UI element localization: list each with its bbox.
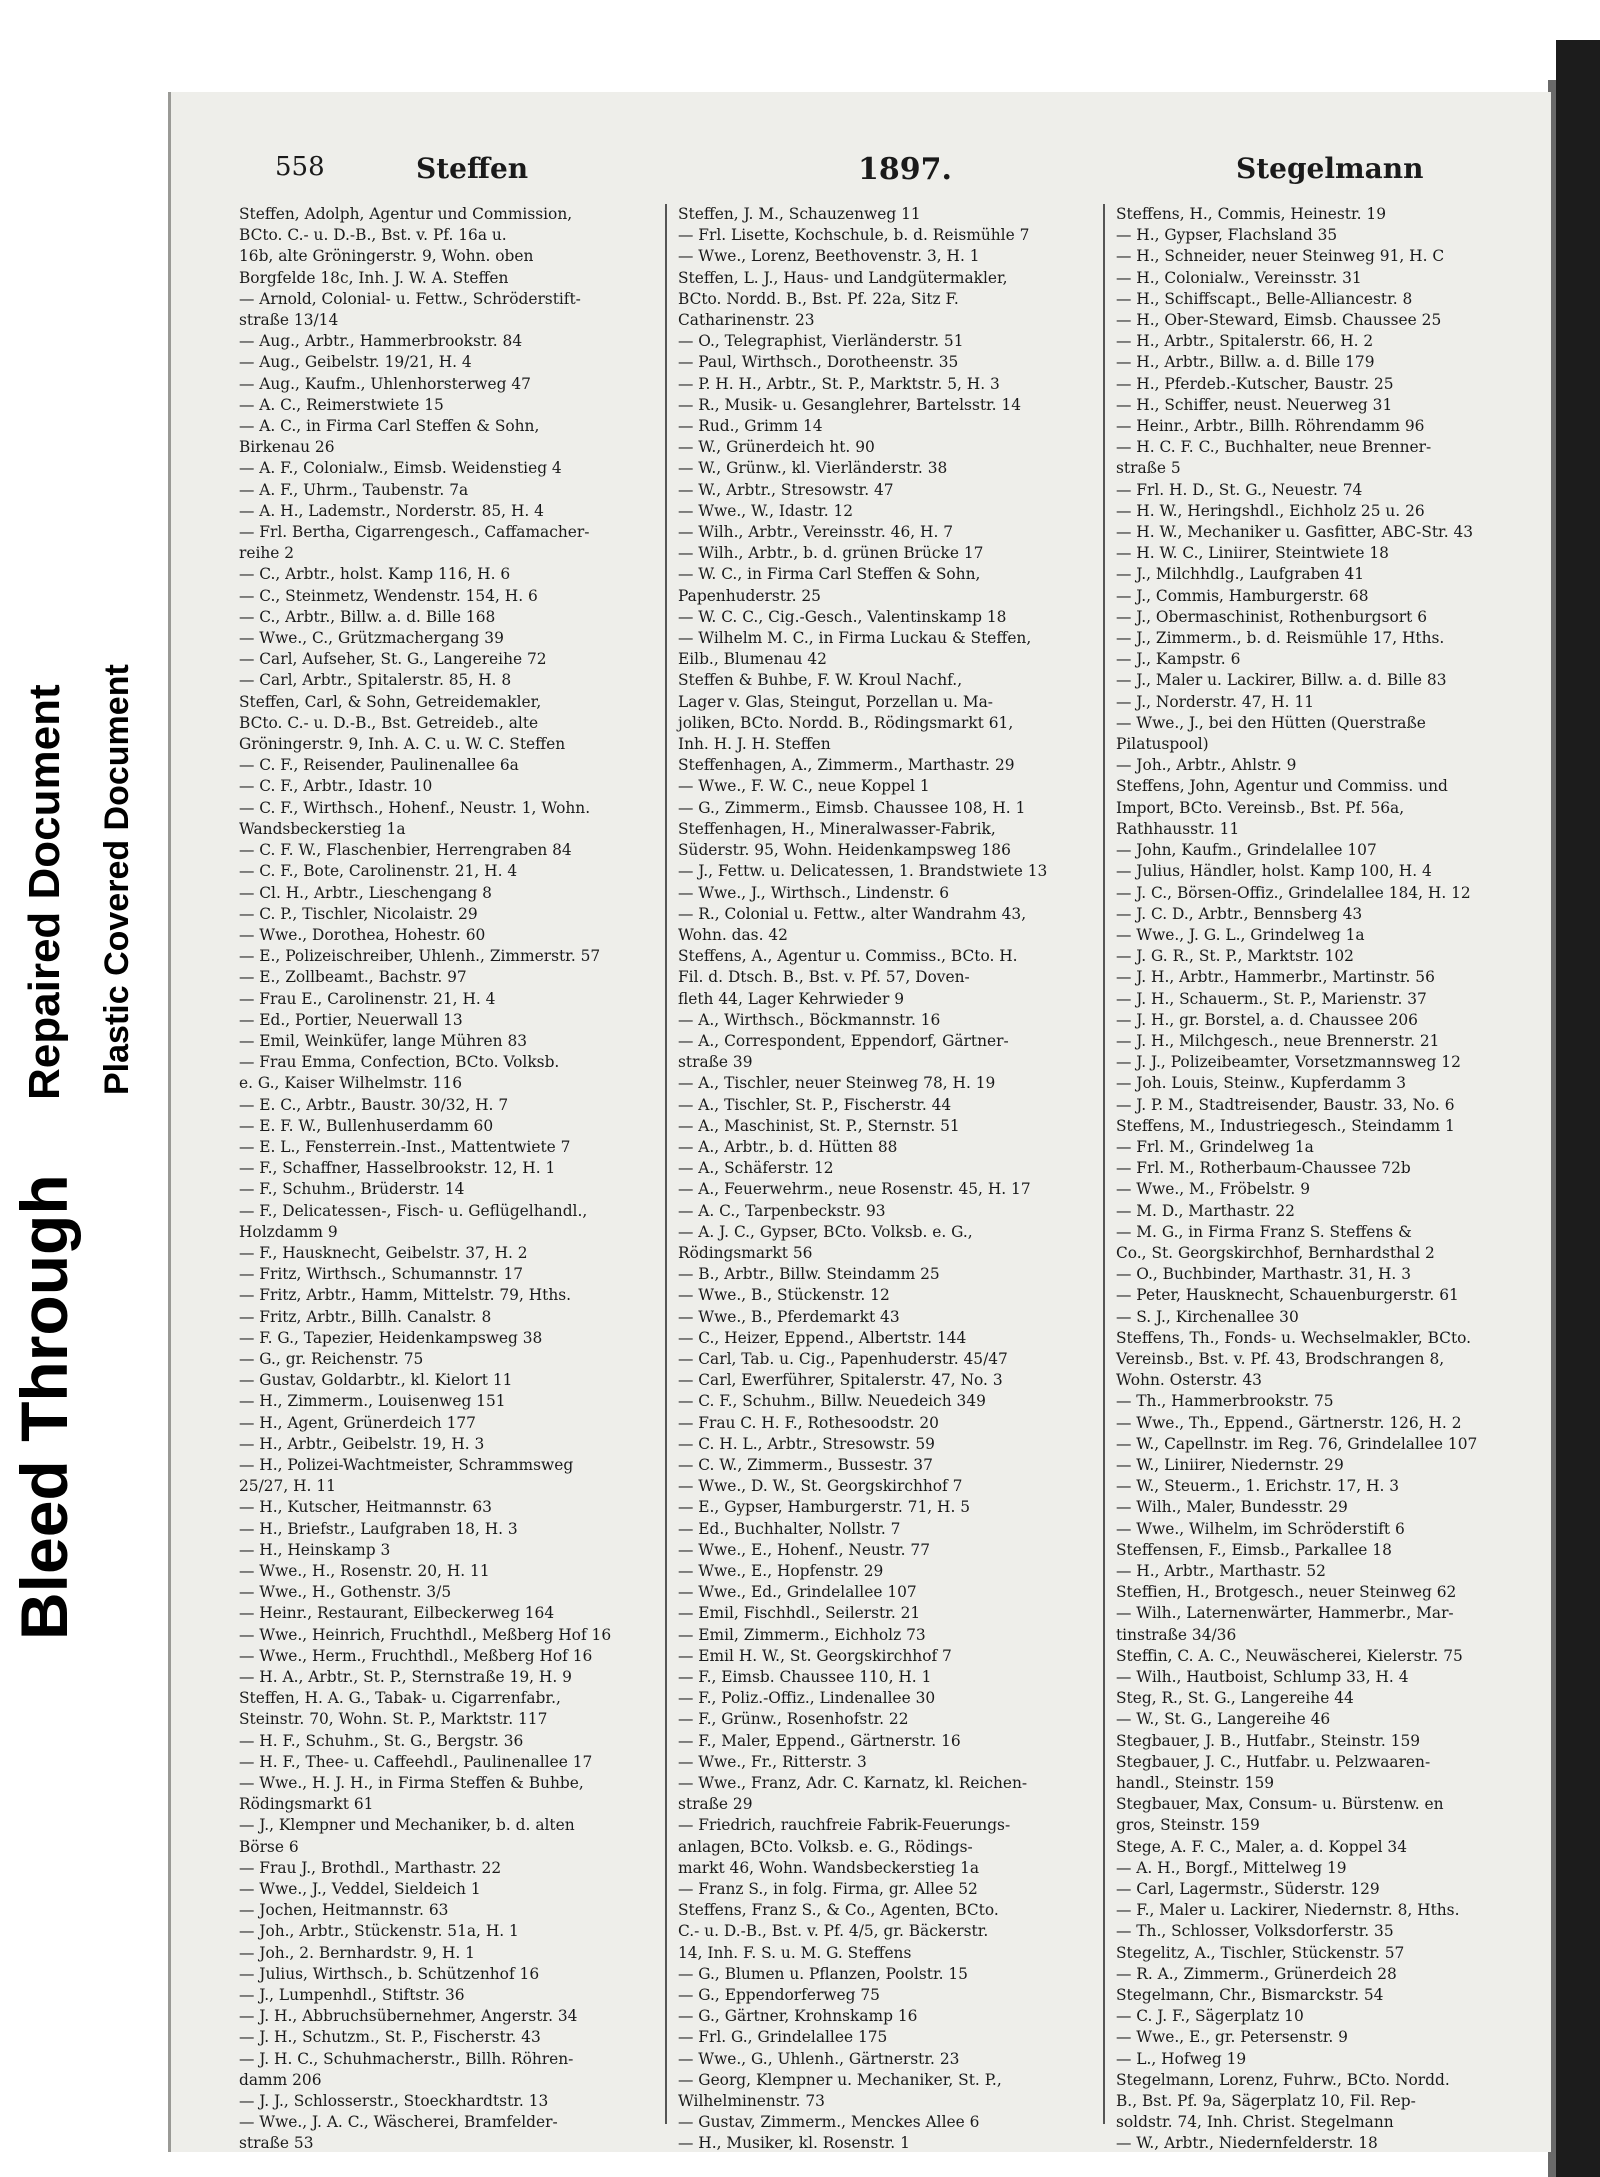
directory-entry: — Wilh., Arbtr., Vereinsstr. 46, H. 7 [678, 523, 954, 542]
directory-entry: — W., Liniirer, Niedernstr. 29 [1116, 1455, 1344, 1474]
directory-entry: Steffin, C. A. C., Neuwäscherei, Kielerstr. 75 [1116, 1646, 1463, 1665]
directory-entry: Steffens, A., Agentur u. Commiss., BCto. H. [678, 947, 1018, 966]
directory-entry: — H., Gypser, Flachsland 35 [1116, 226, 1338, 245]
directory-entry: — J., Milchhdlg., Laufgraben 41 [1116, 565, 1365, 584]
directory-entry: — E. F. W., Bullenhuserdamm 60 [239, 1116, 494, 1135]
directory-entry: — Wwe., E., gr. Petersenstr. 9 [1116, 2028, 1348, 2047]
directory-entry: handl., Steinstr. 159 [1116, 1774, 1275, 1793]
directory-entry: — H. F., Thee- u. Caffeehdl., Paulinenallee 17 [239, 1752, 593, 1771]
directory-entry: Birkenau 26 [239, 438, 335, 457]
directory-entry: — O., Telegraphist, Vierländerstr. 51 [678, 332, 964, 351]
directory-entry: — J. P. M., Stadtreisender, Baustr. 33, No. 6 [1116, 1095, 1455, 1114]
directory-entry: — Wwe., G., Uhlenh., Gärtnerstr. 23 [678, 2049, 960, 2068]
directory-entry: — Wwe., H. J. H., in Firma Steffen & Buhbe, [239, 1774, 584, 1793]
directory-entry: — M. D., Marthastr. 22 [1116, 1201, 1295, 1220]
directory-entry: Steffen, L. J., Haus- und Landgütermakler, [678, 268, 1008, 287]
directory-entry: — Joh., 2. Bernhardstr. 9, H. 1 [239, 1943, 475, 1962]
directory-entry: — Wwe., Franz, Adr. C. Karnatz, kl. Reichen- [678, 1774, 1028, 1793]
directory-entry: — J. H. C., Schuhmacherstr., Billh. Röhren- [239, 2049, 574, 2068]
directory-entry: — Frl. G., Grindelallee 175 [678, 2028, 888, 2047]
directory-entry: — Emil H. W., St. Georgskirchhof 7 [678, 1646, 952, 1665]
directory-entry: — J. H., Milchgesch., neue Brennerstr. 21 [1116, 1031, 1440, 1050]
directory-entry: Wohn. Osterstr. 43 [1116, 1371, 1262, 1390]
directory-entry: — J., Maler u. Lackirer, Billw. a. d. Bille 83 [1116, 671, 1447, 690]
directory-entry: — C. H. L., Arbtr., Stresowstr. 59 [678, 1434, 935, 1453]
directory-entry: — F., Grünw., Rosenhofstr. 22 [678, 1710, 909, 1729]
directory-entry: — W., Arbtr., Stresowstr. 47 [678, 480, 894, 499]
directory-entry: Wilhelminenstr. 73 [678, 2092, 825, 2111]
directory-entry: Stegelmann, Chr., Bismarckstr. 54 [1116, 1986, 1384, 2005]
directory-entry: straße 5 [1116, 459, 1181, 478]
directory-entry: — Wwe., H., Rosenstr. 20, H. 11 [239, 1562, 490, 1580]
directory-entry: — Jochen, Heitmannstr. 63 [239, 1901, 449, 1920]
directory-entry: straße 29 [678, 1795, 753, 1814]
left-column [239, 204, 651, 2153]
directory-entry: Stegbauer, J. B., Hutfabr., Steinstr. 159 [1116, 1731, 1421, 1750]
directory-entry: — Wilh., Laternenwärter, Hammerbr., Mar- [1116, 1604, 1454, 1623]
directory-entry: — Aug., Geibelstr. 19/21, H. 4 [239, 353, 472, 372]
directory-entry: — E. C., Arbtr., Baustr. 30/32, H. 7 [239, 1095, 509, 1114]
directory-entry: straße 53 [239, 2134, 314, 2153]
directory-entry: — W., Steuerm., 1. Erichstr. 17, H. 3 [1116, 1477, 1400, 1496]
directory-entry: — Wwe., W., Idastr. 12 [678, 501, 854, 520]
directory-entry: Börse 6 [239, 1837, 299, 1856]
directory-entry: — A. J. C., Gypser, BCto. Volksb. e. G., [678, 1222, 973, 1241]
directory-entry: — F., Eimsb. Chaussee 110, H. 1 [678, 1668, 932, 1687]
directory-entry: — C. F., Bote, Carolinenstr. 21, H. 4 [239, 862, 518, 881]
directory-entry: — J., Fettw. u. Delicatessen, 1. Brandstwiete 13 [678, 862, 1048, 881]
directory-entry: Vereinsb., Bst. v. Pf. 43, Brodschrangen 8, [1116, 1349, 1445, 1368]
directory-entry: — H., Zimmerm., Louisenweg 151 [239, 1392, 506, 1411]
directory-entry: — H., Arbtr., Marthastr. 52 [1116, 1562, 1326, 1580]
directory-entry: — A. C., in Firma Carl Steffen & Sohn, [239, 417, 540, 436]
directory-entry: — A., Feuerwehrm., neue Rosenstr. 45, H. 17 [678, 1180, 1031, 1199]
directory-entry: — Carl, Lagermstr., Süderstr. 129 [1116, 1880, 1380, 1899]
directory-entry: — C. W., Zimmerm., Bussestr. 37 [678, 1455, 933, 1474]
directory-entry: — Heinr., Restaurant, Eilbeckerweg 164 [239, 1604, 555, 1623]
directory-entry: — H., Schiffscapt., Belle-Alliancestr. 8 [1116, 289, 1413, 308]
directory-entry: — E., Gypser, Hamburgerstr. 71, H. 5 [678, 1498, 971, 1517]
directory-entry: Stegbauer, J. C., Hutfabr. u. Pelzwaaren- [1116, 1752, 1431, 1771]
left-guide-word: Steffen [416, 152, 529, 185]
directory-entry: — Aug., Arbtr., Hammerbrookstr. 84 [239, 332, 523, 351]
directory-entry: — A. H., Lademstr., Norderstr. 85, H. 4 [239, 501, 544, 520]
directory-entry: Steffien, H., Brotgesch., neuer Steinweg 62 [1116, 1583, 1457, 1602]
directory-entry: — B., Arbtr., Billw. Steindamm 25 [678, 1265, 940, 1284]
directory-entry: — Wwe., J. A. C., Wäscherei, Bramfelder- [239, 2113, 558, 2132]
directory-entry: Borgfelde 18c, Inh. J. W. A. Steffen [239, 268, 509, 287]
directory-entry: — Wilh., Maler, Bundesstr. 29 [1116, 1498, 1348, 1517]
directory-entry: Eilb., Blumenau 42 [678, 650, 827, 669]
directory-entry: — Wwe., E., Hohenf., Neustr. 77 [678, 1540, 931, 1559]
directory-entry: — J., Kampstr. 6 [1116, 650, 1241, 669]
directory-entry: — Frau C. H. F., Rothesoodstr. 20 [678, 1413, 939, 1432]
directory-entry: — H., Heinskamp 3 [239, 1540, 391, 1559]
directory-entry: — Ed., Portier, Neuerwall 13 [239, 1010, 463, 1029]
directory-entry: Stegbauer, Max, Consum- u. Bürstenw. en [1116, 1795, 1444, 1814]
directory-entry: Papenhuderstr. 25 [678, 586, 821, 605]
page-header [171, 152, 1551, 192]
directory-entry: — J. J., Polizeibeamter, Vorsetzmannsweg 12 [1116, 1053, 1461, 1072]
directory-entry: — A. C., Tarpenbeckstr. 93 [678, 1201, 886, 1220]
directory-entry: — Frau E., Carolinenstr. 21, H. 4 [239, 989, 496, 1008]
directory-entry: — H., Briefstr., Laufgraben 18, H. 3 [239, 1519, 518, 1538]
directory-entry: Steffenhagen, A., Zimmerm., Marthastr. 29 [678, 756, 1015, 775]
directory-entry: — E. L., Fensterrein.-Inst., Mattentwiete 7 [239, 1137, 571, 1156]
directory-entry: — Frl. Lisette, Kochschule, b. d. Reismühle 7 [678, 226, 1030, 245]
directory-entry: — Cl. H., Arbtr., Lieschengang 8 [239, 883, 492, 902]
directory-entry: — A., Arbtr., b. d. Hütten 88 [678, 1137, 898, 1156]
directory-entry: Steinstr. 70, Wohn. St. P., Marktstr. 117 [239, 1710, 548, 1729]
directory-entry: — F., Schuhm., Brüderstr. 14 [239, 1180, 465, 1199]
scan-dark-edge [1556, 40, 1600, 2177]
directory-entry: — R. A., Zimmerm., Grünerdeich 28 [1116, 1964, 1397, 1983]
directory-entry: Stege, A. F. C., Maler, a. d. Koppel 34 [1116, 1837, 1408, 1856]
directory-entry: — S. J., Kirchenallee 30 [1116, 1307, 1299, 1326]
directory-entry: Steffens, Franz S., & Co., Agenten, BCto. [678, 1901, 999, 1920]
directory-entry: Fil. d. Dtsch. B., Bst. v. Pf. 57, Doven- [678, 968, 970, 987]
directory-entry: — Fritz, Arbtr., Billh. Canalstr. 8 [239, 1307, 492, 1326]
directory-entry: straße 13/14 [239, 311, 339, 330]
directory-entry: — A., Correspondent, Eppendorf, Gärtner- [678, 1031, 1009, 1050]
directory-entry: — Wwe., B., Stückenstr. 12 [678, 1286, 890, 1305]
directory-entry: — J. J., Schlosserstr., Stoeckhardtstr. 13 [239, 2092, 549, 2111]
directory-entry: — W. C. C., Cig.-Gesch., Valentinskamp 18 [678, 607, 1007, 626]
directory-entry: — H., Ober-Steward, Eimsb. Chaussee 25 [1116, 311, 1442, 330]
overlay-labels [0, 0, 160, 2177]
directory-entry: Steffens, John, Agentur und Commiss. und [1116, 777, 1448, 796]
directory-entry: — Fritz, Arbtr., Hamm, Mittelstr. 79, Hths. [239, 1286, 572, 1305]
directory-entry: — C., Arbtr., Billw. a. d. Bille 168 [239, 607, 496, 626]
directory-entry: — Wwe., Heinrich, Fruchthdl., Meßberg Hof 16 [239, 1625, 612, 1644]
directory-entry: — F., Delicatessen-, Fisch- u. Geflügelhandl., [239, 1201, 588, 1220]
directory-entry: Steffens, M., Industriegesch., Steindamm 1 [1116, 1116, 1455, 1135]
directory-entry: — C., Steinmetz, Wendenstr. 154, H. 6 [239, 586, 538, 605]
directory-entry: — A., Maschinist, St. P., Sternstr. 51 [678, 1116, 960, 1135]
directory-entry: Steffens, H., Commis, Heinestr. 19 [1116, 205, 1386, 223]
directory-entry: — J. H., Abbruchsübernehmer, Angerstr. 34 [239, 2007, 578, 2026]
directory-entry: — J., Norderstr. 47, H. 11 [1116, 692, 1315, 711]
directory-entry: — A. H., Borgf., Mittelweg 19 [1116, 1858, 1347, 1877]
directory-entry: — W., St. G., Langereihe 46 [1116, 1710, 1331, 1729]
directory-entry: 25/27, H. 11 [239, 1477, 336, 1496]
directory-entry: e. G., Kaiser Wilhelmstr. 116 [239, 1074, 463, 1093]
directory-entry: — O., Buchbinder, Marthastr. 31, H. 3 [1116, 1265, 1411, 1284]
directory-entry: — Emil, Zimmerm., Eichholz 73 [678, 1625, 926, 1644]
directory-entry: Lager v. Glas, Steingut, Porzellan u. Ma- [678, 692, 993, 711]
directory-entry: — A. C., Reimerstwiete 15 [239, 395, 444, 414]
directory-entry: — J. C. D., Arbtr., Bennsberg 43 [1116, 904, 1363, 923]
directory-entry: — H., Agent, Grünerdeich 177 [239, 1413, 476, 1432]
directory-entry: — Wwe., B., Pferdemarkt 43 [678, 1307, 900, 1326]
directory-entry: B., Bst. Pf. 9a, Sägerplatz 10, Fil. Rep- [1116, 2092, 1416, 2111]
bleed-through-label: Bleed Through [7, 1174, 81, 1640]
directory-entry: — H. F., Schuhm., St. G., Bergstr. 36 [239, 1731, 524, 1750]
directory-entry: — C. P., Tischler, Nicolaistr. 29 [239, 904, 478, 923]
directory-entry: — H., Polizei-Wachtmeister, Schrammsweg [239, 1455, 574, 1474]
directory-entry: Wohn. das. 42 [678, 925, 788, 944]
directory-entry: — H. C. F. C., Buchhalter, neue Brenner- [1116, 438, 1432, 457]
directory-entry: Steffen, Carl, & Sohn, Getreidemakler, [239, 692, 542, 711]
directory-entry: — Wwe., Lorenz, Beethovenstr. 3, H. 1 [678, 247, 980, 266]
directory-entry: — Gustav, Goldarbtr., kl. Kielort 11 [239, 1371, 513, 1390]
directory-entry: — H., Colonialw., Vereinsstr. 31 [1116, 268, 1362, 287]
directory-entry: — H. W. C., Liniirer, Steintwiete 18 [1116, 544, 1389, 563]
directory-entry: — C. F., Reisender, Paulinenallee 6a [239, 756, 519, 775]
directory-entry: — W., Arbtr., Niedernfelderstr. 18 [1116, 2134, 1378, 2153]
directory-entry: — Wilh., Hautboist, Schlump 33, H. 4 [1116, 1668, 1409, 1687]
plastic-covered-label: Plastic Covered Document [98, 664, 136, 1095]
directory-entry: — E., Polizeischreiber, Uhlenh., Zimmerstr. 57 [239, 947, 601, 966]
directory-entry: — F. G., Tapezier, Heidenkampsweg 38 [239, 1328, 543, 1347]
directory-entry: — H., Arbtr., Spitalerstr. 66, H. 2 [1116, 332, 1374, 351]
directory-entry: — J. H., Schutzm., St. P., Fischerstr. 43 [239, 2028, 541, 2047]
directory-entry: — R., Colonial u. Fettw., alter Wandrahm 43, [678, 904, 1027, 923]
directory-entry: — Wwe., Th., Eppend., Gärtnerstr. 126, H. 2 [1116, 1413, 1462, 1432]
directory-entry: Süderstr. 95, Wohn. Heidenkampsweg 186 [678, 841, 1011, 860]
directory-entry: — Carl, Aufseher, St. G., Langereihe 72 [239, 650, 547, 669]
directory-entry: Stegelmann, Lorenz, Fuhrw., BCto. Nordd. [1116, 2070, 1450, 2089]
directory-entry: Steffenhagen, H., Mineralwasser-Fabrik, [678, 819, 996, 838]
directory-entry: — J. H., Schauerm., St. P., Marienstr. 37 [1116, 989, 1427, 1008]
directory-entry: — F., Maler u. Lackirer, Niedernstr. 8, Hths. [1116, 1901, 1460, 1920]
directory-entry: — Joh. Louis, Steinw., Kupferdamm 3 [1116, 1074, 1407, 1093]
directory-entry: — H., Schneider, neuer Steinweg 91, H. C [1116, 247, 1445, 266]
directory-entry: 16b, alte Gröningerstr. 9, Wohn. oben [239, 247, 534, 266]
directory-entry: Rathhausstr. 11 [1116, 819, 1240, 838]
directory-entry: — Peter, Hausknecht, Schauenburgerstr. 61 [1116, 1286, 1459, 1305]
directory-entry: — C., Heizer, Eppend., Albertstr. 144 [678, 1328, 967, 1347]
directory-entry: — Wwe., J., Veddel, Sieldeich 1 [239, 1880, 481, 1899]
directory-entry: — R., Musik- u. Gesanglehrer, Bartelsstr. 14 [678, 395, 1022, 414]
directory-entry: — F., Hausknecht, Geibelstr. 37, H. 2 [239, 1243, 528, 1262]
directory-entry: — J., Zimmerm., b. d. Reismühle 17, Hths. [1116, 629, 1445, 648]
directory-entry: — A., Wirthsch., Böckmannstr. 16 [678, 1010, 941, 1029]
directory-entry: — W., Grünerdeich ht. 90 [678, 438, 875, 457]
directory-entry: — J. C., Börsen-Offiz., Grindelallee 184, H. 12 [1116, 883, 1471, 902]
directory-entry: — A. F., Uhrm., Taubenstr. 7a [239, 480, 469, 499]
directory-entry: — C. F. W., Flaschenbier, Herrengraben 84 [239, 841, 572, 860]
directory-entry: — Wwe., Ed., Grindelallee 107 [678, 1583, 917, 1602]
directory-entry: — H., Schiffer, neust. Neuerweg 31 [1116, 395, 1393, 414]
directory-entry: — Frau J., Brothdl., Marthastr. 22 [239, 1858, 502, 1877]
directory-entry: — P. H. H., Arbtr., St. P., Marktstr. 5, H. 3 [678, 374, 1000, 393]
directory-entry: — Frl. M., Grindelweg 1a [1116, 1137, 1314, 1156]
middle-column [678, 204, 1090, 2153]
directory-entry: — Franz S., in folg. Firma, gr. Allee 52 [678, 1880, 978, 1899]
directory-entry: — J., Obermaschinist, Rothenburgsort 6 [1116, 607, 1428, 626]
directory-page [168, 92, 1551, 2152]
directory-entry: BCto. C.- u. D.-B., Bst. v. Pf. 16a u. [239, 226, 507, 245]
directory-entry: — J., Lumpenhdl., Stiftstr. 36 [239, 1986, 465, 2005]
directory-entry: — H. W., Mechaniker u. Gasfitter, ABC-Str. 43 [1116, 523, 1474, 542]
directory-entry: — Julius, Wirthsch., b. Schützenhof 16 [239, 1964, 540, 1983]
directory-entry: — Georg, Klempner u. Mechaniker, St. P., [678, 2070, 1002, 2089]
directory-entry: Steffen, Adolph, Agentur und Commission, [239, 205, 573, 223]
directory-entry: — G., Gärtner, Krohnskamp 16 [678, 2007, 918, 2026]
directory-entry: Rödingsmarkt 56 [678, 1243, 813, 1262]
directory-entry: — A., Schäferstr. 12 [678, 1159, 834, 1178]
directory-entry: — Wwe., F. W. C., neue Koppel 1 [678, 777, 930, 796]
directory-entry: — A., Tischler, neuer Steinweg 78, H. 19 [678, 1074, 996, 1093]
directory-entry: — H., Kutscher, Heitmannstr. 63 [239, 1498, 492, 1517]
directory-entry: — W., Grünw., kl. Vierländerstr. 38 [678, 459, 948, 478]
directory-entry: — E., Zollbeamt., Bachstr. 97 [239, 968, 467, 987]
directory-entry: — C. J. F., Sägerplatz 10 [1116, 2007, 1304, 2026]
directory-entry: — A. F., Colonialw., Eimsb. Weidenstieg 4 [239, 459, 562, 478]
directory-entry: — W., Capellnstr. im Reg. 76, Grindelallee 107 [1116, 1434, 1478, 1453]
directory-entry: — Wwe., E., Hopfenstr. 29 [678, 1562, 884, 1580]
directory-entry: — J., Commis, Hamburgerstr. 68 [1116, 586, 1369, 605]
directory-entry: — Th., Schlosser, Volksdorferstr. 35 [1116, 1922, 1394, 1941]
directory-entry: C.- u. D.-B., Bst. v. Pf. 4/5, gr. Bäckerstr. [678, 1922, 989, 1941]
directory-entry: — C. F., Schuhm., Billw. Neuedeich 349 [678, 1392, 986, 1411]
directory-entry: — H. A., Arbtr., St. P., Sternstraße 19, H. 9 [239, 1668, 572, 1687]
directory-entry: Steffen, J. M., Schauzenweg 11 [678, 205, 921, 223]
directory-entry: — Wwe., J. G. L., Grindelweg 1a [1116, 925, 1365, 944]
directory-entry: — Frl. H. D., St. G., Neuestr. 74 [1116, 480, 1363, 499]
directory-entry: soldstr. 74, Inh. Christ. Stegelmann [1116, 2113, 1394, 2132]
year-heading: 1897. [858, 152, 952, 187]
directory-entry: — M. G., in Firma Franz S. Steffens & [1116, 1222, 1412, 1241]
directory-entry: — Wwe., C., Grützmachergang 39 [239, 629, 504, 648]
directory-entry: — Carl, Arbtr., Spitalerstr. 85, H. 8 [239, 671, 512, 690]
directory-entry: — Wwe., H., Gothenstr. 3/5 [239, 1583, 452, 1602]
directory-entry: — Th., Hammerbrookstr. 75 [1116, 1392, 1334, 1411]
directory-entry: — J. H., gr. Borstel, a. d. Chaussee 206 [1116, 1010, 1418, 1029]
directory-entry: Inh. H. J. H. Steffen [678, 735, 831, 754]
directory-entry: Import, BCto. Vereinsb., Bst. Pf. 56a, [1116, 798, 1405, 817]
directory-entry: — Wwe., D. W., St. Georgskirchhof 7 [678, 1477, 963, 1496]
directory-entry: — Wilhelm M. C., in Firma Luckau & Steffen, [678, 629, 1032, 648]
directory-entry: — W. C., in Firma Carl Steffen & Sohn, [678, 565, 981, 584]
directory-entry: — Emil, Weinküfer, lange Mühren 83 [239, 1031, 528, 1050]
directory-entry: — H., Musiker, kl. Rosenstr. 1 [678, 2134, 910, 2153]
repaired-document-label: Repaired Document [20, 684, 69, 1100]
column-divider [1103, 204, 1105, 2124]
directory-entry: Catharinenstr. 23 [678, 311, 815, 330]
directory-entry: markt 46, Wohn. Wandsbeckerstieg 1a [678, 1858, 980, 1877]
directory-entry: Co., St. Georgskirchhof, Bernhardsthal 2 [1116, 1243, 1435, 1262]
directory-entry: — Ed., Buchhalter, Nollstr. 7 [678, 1519, 901, 1538]
directory-entry: — G., gr. Reichenstr. 75 [239, 1349, 424, 1368]
directory-entry: Steffen, H. A. G., Tabak- u. Cigarrenfabr., [239, 1689, 561, 1708]
directory-entry: Pilatuspool) [1116, 735, 1209, 754]
directory-entry: Rödingsmarkt 61 [239, 1795, 374, 1814]
directory-entry: — Aug., Kaufm., Uhlenhorsterweg 47 [239, 374, 531, 393]
directory-entry: — L., Hofweg 19 [1116, 2049, 1247, 2068]
directory-entry: — H. W., Heringshdl., Eichholz 25 u. 26 [1116, 501, 1425, 520]
directory-entry: — Wilh., Arbtr., b. d. grünen Brücke 17 [678, 544, 984, 563]
directory-entry: — Joh., Arbtr., Stückenstr. 51a, H. 1 [239, 1922, 519, 1941]
right-guide-word: Stegelmann [1236, 152, 1424, 185]
directory-entry: — G., Blumen u. Pflanzen, Poolstr. 15 [678, 1964, 968, 1983]
directory-entry: — F., Maler, Eppend., Gärtnerstr. 16 [678, 1731, 961, 1750]
directory-entry: — J., Klempner und Mechaniker, b. d. alten [239, 1816, 575, 1835]
directory-entry: — Wwe., Dorothea, Hohestr. 60 [239, 925, 486, 944]
directory-entry: Holzdamm 9 [239, 1222, 338, 1241]
directory-entry: — C. F., Arbtr., Idastr. 10 [239, 777, 433, 796]
directory-entry: — J. G. R., St. P., Marktstr. 102 [1116, 947, 1354, 966]
directory-entry: — H., Arbtr., Billw. a. d. Bille 179 [1116, 353, 1375, 372]
directory-entry: — G., Zimmerm., Eimsb. Chaussee 108, H. 1 [678, 798, 1026, 817]
directory-entry: fleth 44, Lager Kehrwieder 9 [678, 989, 905, 1008]
page-number: 558 [275, 152, 325, 182]
directory-entry: — A., Tischler, St. P., Fischerstr. 44 [678, 1095, 952, 1114]
directory-entry: — Wwe., Herm., Fruchthdl., Meßberg Hof 16 [239, 1646, 593, 1665]
directory-entry: 14, Inh. F. S. u. M. G. Steffens [678, 1943, 912, 1962]
directory-entry: — F., Schaffner, Hasselbrookstr. 12, H. 1 [239, 1159, 556, 1178]
directory-entry: — G., Eppendorferweg 75 [678, 1986, 880, 2005]
directory-entry: Stegelitz, A., Tischler, Stückenstr. 57 [1116, 1943, 1405, 1962]
directory-entry: — Heinr., Arbtr., Billh. Röhrendamm 96 [1116, 417, 1425, 436]
directory-entry: BCto. C.- u. D.-B., Bst. Getreideb., alte [239, 713, 539, 732]
directory-entry: — Wwe., J., Wirthsch., Lindenstr. 6 [678, 883, 949, 902]
directory-entry: — Carl, Ewerführer, Spitalerstr. 47, No. 3 [678, 1371, 1003, 1390]
directory-entry: — Gustav, Zimmerm., Menckes Allee 6 [678, 2113, 980, 2132]
directory-entry: BCto. Nordd. B., Bst. Pf. 22a, Sitz F. [678, 289, 959, 308]
directory-entry: — Paul, Wirthsch., Dorotheenstr. 35 [678, 353, 959, 372]
directory-entry: — John, Kaufm., Grindelallee 107 [1116, 841, 1377, 860]
directory-entry: tinstraße 34/36 [1116, 1625, 1237, 1644]
directory-entry: — F., Poliz.-Offiz., Lindenallee 30 [678, 1689, 936, 1708]
directory-entry: — Wwe., Fr., Ritterstr. 3 [678, 1752, 867, 1771]
directory-entry: — H., Pferdeb.-Kutscher, Baustr. 25 [1116, 374, 1394, 393]
directory-entry: — Wwe., J., bei den Hütten (Querstraße [1116, 713, 1426, 732]
directory-entry: Steffensen, F., Eimsb., Parkallee 18 [1116, 1540, 1392, 1559]
directory-entry: — Julius, Händler, holst. Kamp 100, H. 4 [1116, 862, 1432, 881]
directory-entry: reihe 2 [239, 544, 295, 563]
directory-entry: — Friedrich, rauchfreie Fabrik-Feuerungs- [678, 1816, 1011, 1835]
directory-entry: straße 39 [678, 1053, 753, 1072]
directory-entry: — Wwe., M., Fröbelstr. 9 [1116, 1180, 1311, 1199]
directory-entry: — J. H., Arbtr., Hammerbr., Martinstr. 56 [1116, 968, 1435, 987]
directory-entry: — Rud., Grimm 14 [678, 417, 823, 436]
directory-entry: — C., Arbtr., holst. Kamp 116, H. 6 [239, 565, 511, 584]
directory-entry: joliken, BCto. Nordd. B., Rödingsmarkt 61, [678, 713, 1014, 732]
directory-entry: — H., Arbtr., Geibelstr. 19, H. 3 [239, 1434, 485, 1453]
directory-entry: — Frl. M., Rotherbaum-Chaussee 72b [1116, 1159, 1411, 1178]
directory-entry: — Fritz, Wirthsch., Schumannstr. 17 [239, 1265, 524, 1284]
directory-entry: — Arnold, Colonial- u. Fettw., Schröderstift- [239, 289, 581, 308]
directory-entry: gros, Steinstr. 159 [1116, 1816, 1260, 1835]
column-divider [665, 204, 667, 2124]
right-column [1116, 204, 1528, 2153]
directory-entry: Steg, R., St. G., Langereihe 44 [1116, 1689, 1354, 1708]
directory-entry: — Frau Emma, Confection, BCto. Volksb. [239, 1053, 560, 1072]
directory-entry: Steffens, Th., Fonds- u. Wechselmakler, BCto. [1116, 1328, 1472, 1347]
directory-entry: damm 206 [239, 2070, 322, 2089]
directory-entry: — Carl, Tab. u. Cig., Papenhuderstr. 45/47 [678, 1349, 1008, 1368]
directory-entry: Wandsbeckerstieg 1a [239, 819, 406, 838]
directory-entry: Steffen & Buhbe, F. W. Kroul Nachf., [678, 671, 963, 690]
directory-entry: — Frl. Bertha, Cigarrengesch., Caffamacher- [239, 523, 590, 542]
directory-entry: Gröningerstr. 9, Inh. A. C. u. W. C. Steffen [239, 735, 566, 754]
directory-entry: anlagen, BCto. Volksb. e. G., Rödings- [678, 1837, 973, 1856]
directory-entry: — Joh., Arbtr., Ahlstr. 9 [1116, 756, 1297, 775]
directory-entry: — C. F., Wirthsch., Hohenf., Neustr. 1, Wohn. [239, 798, 591, 817]
directory-entry: — Wwe., Wilhelm, im Schröderstift 6 [1116, 1519, 1405, 1538]
directory-entry: — Emil, Fischhdl., Seilerstr. 21 [678, 1604, 921, 1623]
